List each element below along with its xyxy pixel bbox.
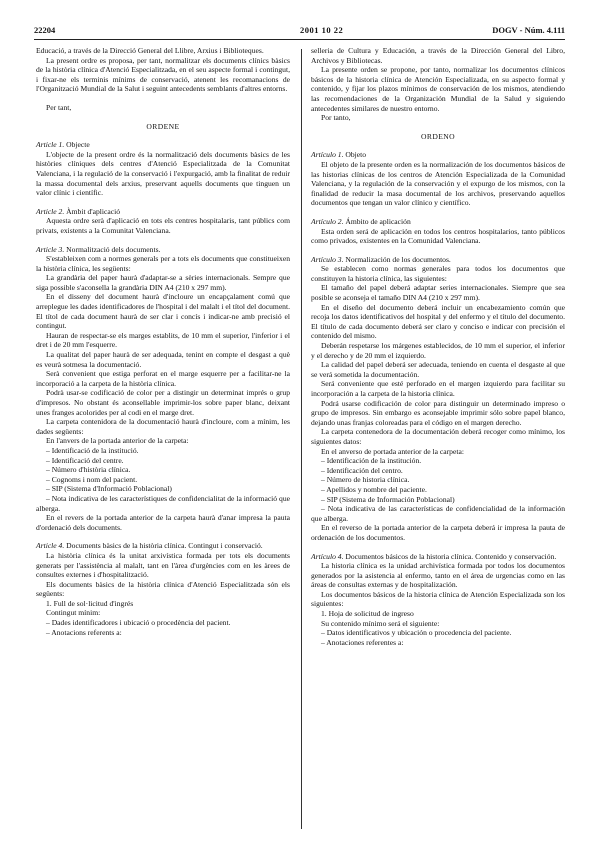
paragraph: La calidad del papel deberá ser adecuada, teniendo en cuenta el desgaste al que se verá sometida la documentación. — [311, 360, 565, 379]
list-item: – Dades identificadores i ubicació o procedència del pacient. — [46, 618, 231, 628]
list-item: – Apellidos y nombre del paciente. — [321, 484, 427, 494]
section-heading: ORDENO — [420, 131, 456, 141]
journal-issue: DOGV - Núm. 4.111 — [492, 25, 565, 35]
paragraph: En el disseny del document haurà d'incloure un encapçalament comú que arreplegue les dades identificadores de l'hospital i del malalt i el títol del document. El títol de cada document haurà de ser clar i concís i indicar-ne amb precisió el contingut. — [36, 292, 290, 331]
paragraph: 1. Full de sol·licitud d'ingrés — [46, 598, 134, 608]
paragraph: En el revers de la portada anterior de la carpeta haurà d'anar impresa la pauta d'ordenació dels documents. — [36, 513, 290, 532]
column-valencian — [36, 46, 290, 637]
paragraph: selleria de Cultura y Educación, a través de la Dirección General del Libro, Archivos y Bibliotecas. — [311, 46, 565, 65]
paragraph: L'objecte de la present ordre és la normalització dels documents bàsics de les històries clíniques dels centres d'Atenció Especialitzada de la Comunitat Valenciana, i la regulació de la conservació i l'expurgació, amb la finalitat de reduir la massa documental dels arxius, preservant aquells documents que tinguen un valor clínic i científic. — [36, 149, 290, 198]
paragraph: Deberán respetarse los márgenes establecidos, de 10 mm el superior, el inferior y el derecho y de 20 mm el izquierdo. — [311, 341, 565, 360]
article-1-heading: Article 1. Objecte — [36, 140, 90, 150]
paragraph: Se establecen como normas generales para todos los documentos que constituyen la historia clínica, las siguientes: — [311, 264, 565, 283]
list-item: – SIP (Sistema d'Informació Poblacional) — [46, 484, 172, 494]
header-rule — [34, 39, 565, 40]
paragraph: En el anverso de portada anterior de la carpeta: — [321, 446, 464, 456]
paragraph: La presente orden se propone, por tanto, normalizar los documentos clínicos básicos de la historia clínica de Atención Especializada, en su aspecto formal y contenido, y fijar los plazos mínimos de conservación de los mismos, atendiendo las recomendaciones de la Organización Mundial de la Salud y siguiendo antecedentes similares de nuestro entorno. — [311, 65, 565, 113]
list-item: – Anotacions referents a: — [46, 627, 122, 637]
article-4-heading: Artículo 4. Documentos básicos de la historia clínica. Contenido y conservación. — [311, 551, 557, 561]
list-item: – Nota indicativa de las características de confidencialidad de la información que alberga. — [311, 504, 565, 523]
paragraph: La història clínica és la unitat arxivística formada per tots els documents generats per l'assistència al malalt, tant en l'àrea d'urgències com en les àrees de consultes externes i d'hospitalització. — [36, 550, 290, 580]
paragraph: La present ordre es proposa, per tant, normalitzar els documents clínics bàsics de la història clínica d'Atenció Especialitzada, en el seu aspecte formal i contingut, i fixar-ne els terminis mínims de conservació, atenent les recomanacions de l'Organització Mundial de la Salut i seguint antecedents semblants d'altres entorns. — [36, 55, 290, 94]
paragraph: Su contenido mínimo será el siguiente: — [321, 618, 440, 628]
list-item: – Datos identificativos y ubicación o procedencia del paciente. — [321, 628, 512, 638]
list-item: – Número d'història clínica. — [46, 465, 131, 475]
paragraph: Educació, a través de la Direcció General del Llibre, Arxius i Biblioteques. — [36, 46, 264, 55]
article-2-heading: Artículo 2. Ámbito de aplicación — [311, 216, 411, 226]
paragraph: El tamaño del papel deberá adaptar series internacionales. Siempre que sea posible se aconseja el tamaño DIN A4 (210 x 297 mm). — [311, 283, 565, 303]
article-3-heading: Article 3. Normalització dels documents. — [36, 244, 161, 254]
paragraph: En l'anvers de la portada anterior de la carpeta: — [46, 436, 189, 446]
paragraph: Podrá usarse codificación de color para distinguir un determinado impreso o grupo de impresos. Sin embargo es aconsejable imprimir sólo sobre papel blanco, dejando unas franjas coloreadas para el código en el margen derecho. — [311, 398, 565, 427]
paragraph: Serà convenient que estiga perforat en el marge esquerre per a facilitar-ne la incorporació a la carpeta de la història clínica. — [36, 369, 290, 388]
paragraph: Será conveniente que esté perforado en el margen izquierdo para facilitar su incorporación a la carpeta de la historia clínica. — [311, 379, 565, 398]
paragraph: Esta orden será de aplicación en todos los centros hospitalarios, tanto públicos como privados, existentes en la Comunidad Valenciana. — [311, 226, 565, 246]
section-heading: ORDENE — [146, 121, 180, 131]
paragraph: Per tant, — [46, 102, 72, 112]
paragraph: Los documentos básicos de la historia clínica de Atención Especializada son los siguientes: — [311, 589, 565, 609]
paragraph: En el diseño del documento deberá incluir un encabezamiento común que recoja los datos identificativos del hospital y del enfermo y el título del documento. El título de cada documento deberá ser claro y conciso e indicar con precisión el contenido del mismo. — [311, 302, 565, 341]
paragraph: 1. Hoja de solicitud de ingreso — [321, 609, 414, 619]
paragraph: Contingut mínim: — [46, 608, 101, 618]
article-1-heading: Artículo 1. Objeto — [311, 150, 367, 160]
paragraph: La carpeta contenidora de la documentació haurà d'incloure, com a mínim, les dades següents: — [36, 417, 290, 436]
list-item: – Anotaciones referentes a: — [321, 637, 404, 647]
article-2-heading: Article 2. Àmbit d'aplicació — [36, 206, 121, 216]
paragraph: Hauran de respectar-se els marges establits, de 10 mm el superior, l'inferior i el dret i de 20 mm l'esquerre. — [36, 330, 290, 350]
page-header — [34, 25, 565, 39]
column-spanish — [311, 46, 565, 647]
paragraph: La historia clínica es la unidad archivística formada por todos los documentos generados por la asistencia al enfermo, tanto en el área de urgencias como en las áreas de consultas externas y de hospitalización. — [311, 561, 565, 590]
paragraph: Podrà usar-se codificació de color per a distingir un determinat imprés o grup d'impresos. No obstant és aconsellable imprimir-los sobre paper blanc, deixant unes franges acolorides per al codi en el marge dret. — [36, 388, 290, 417]
paragraph: La grandària del paper haurà d'adaptar-se a sèries internacionals. Sempre que siga possible s'aconsella la grandària DIN A4 (210 x 297 mm). — [36, 273, 290, 292]
paragraph: La carpeta contenedora de la documentación deberá recoger como mínimo, los siguientes datos: — [311, 427, 565, 446]
issue-date: 2001 10 22 — [300, 25, 344, 35]
page-number: 22204 — [34, 25, 56, 35]
list-item: – SIP (Sistema de Información Poblacional) — [321, 494, 455, 504]
paragraph: S'estableixen com a normes generals per a tots els documents que constitueixen la història clínica, les següents: — [36, 254, 290, 273]
paragraph: Por tanto, — [321, 113, 351, 123]
paragraph: La qualitat del paper haurà de ser adequada, tenint en compte el desgast a què es veurà sotmesa la documentació. — [36, 350, 290, 369]
paragraph: En el reverso de la portada anterior de la carpeta deberá ir impresa la pauta de ordenación de los documentos. — [311, 523, 565, 542]
paragraph: El objeto de la presente orden es la normalización de los documentos básicos de las historias clínicas de los centros de Atención Especializada de la Comunidad Valenciana, y la regulación de la conservación y el expurgo de los mismos, con la finalidad de reducir la masa documental de los archivos, preservando aquellos documentos que tengan un valor clínico y científico. — [311, 159, 565, 208]
paragraph: Aquesta ordre serà d'aplicació en tots els centres hospitalaris, tant públics com privats, existents a la Comunitat Valenciana. — [36, 216, 290, 235]
list-item: – Número de historia clínica. — [321, 475, 410, 485]
list-item: – Nota indicativa de les característiques de confidencialitat de la informació que alberga. — [36, 493, 290, 513]
column-divider — [301, 49, 302, 829]
list-item: – Identificació del centre. — [46, 455, 124, 465]
list-item: – Cognoms i nom del pacient. — [46, 474, 138, 484]
list-item: – Identificación del centro. — [321, 465, 403, 475]
list-item: – Identificación de la institución. — [321, 456, 422, 466]
paragraph: Els documents bàsics de la història clínica d'Atenció Especialitzada són els següents: — [36, 579, 290, 599]
list-item: – Identificació de la institució. — [46, 445, 139, 455]
article-4-heading: Article 4. Documents bàsics de la història clínica. Contingut i conservació. — [36, 541, 263, 551]
article-3-heading: Artículo 3. Normalización de los documentos. — [311, 254, 451, 264]
